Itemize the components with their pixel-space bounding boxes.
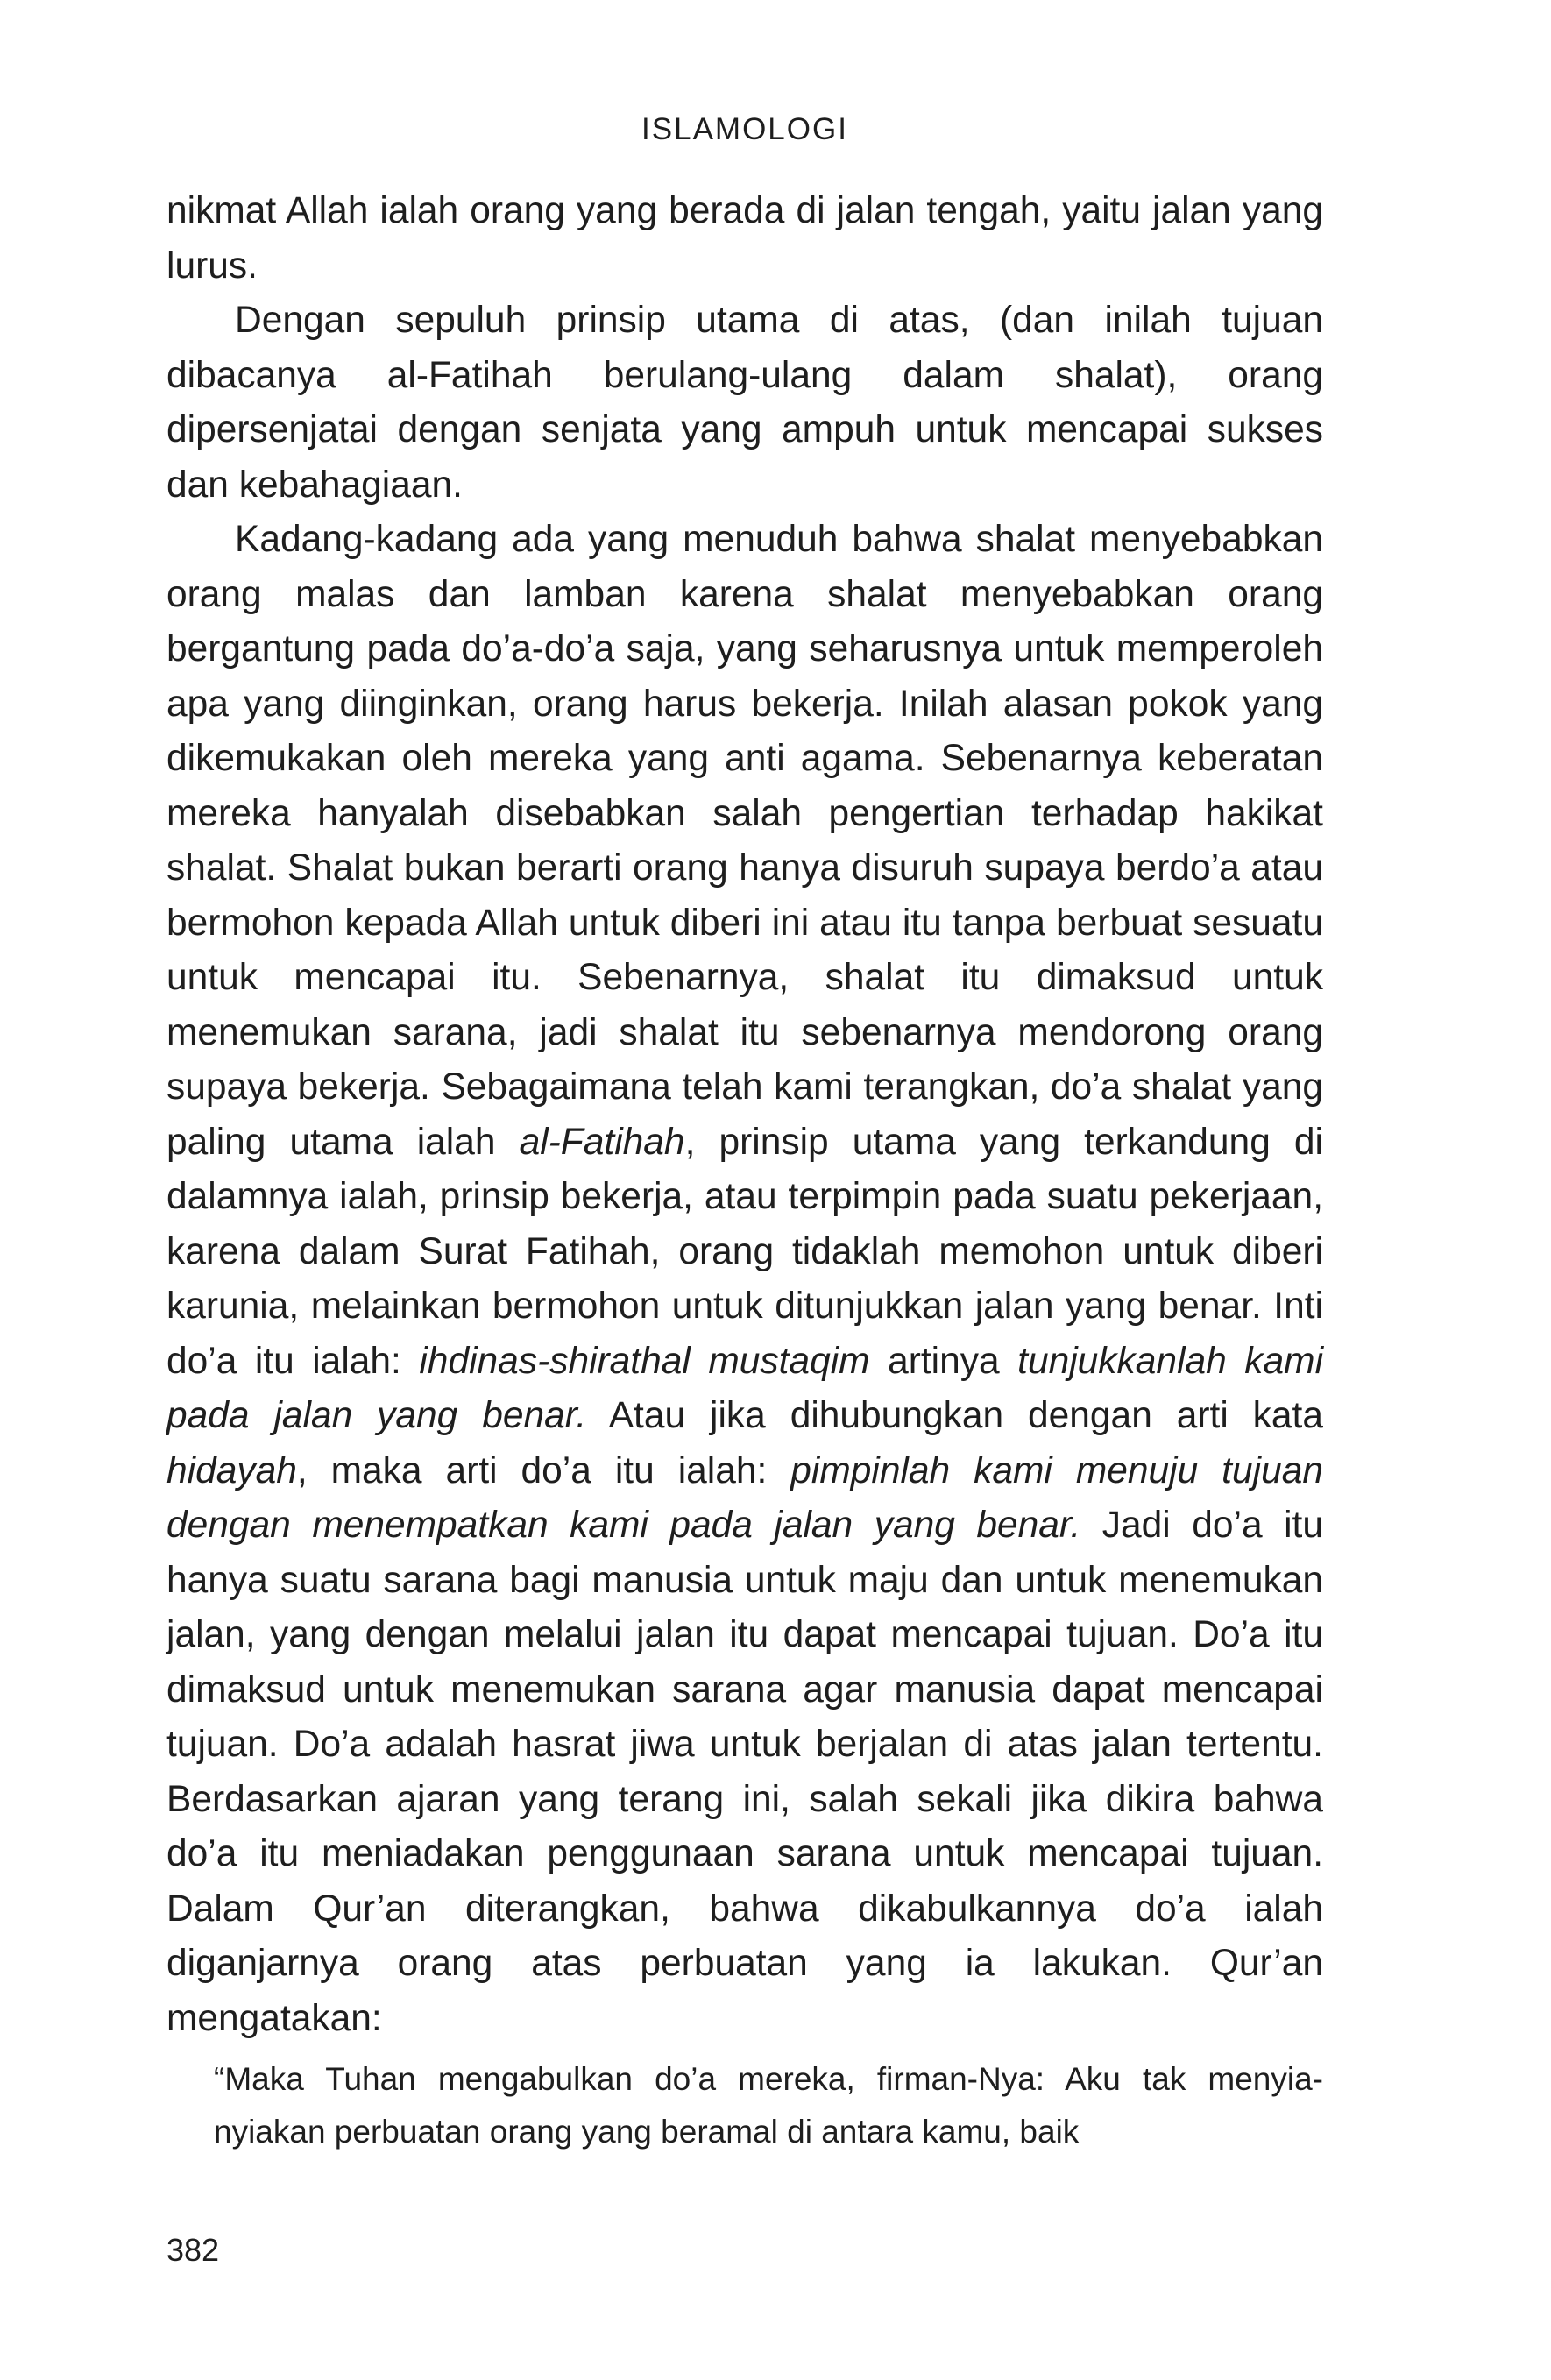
paragraph-3-text-6: Jadi do’a itu hanya suatu sarana bagi manusia untuk maju dan untuk menemukan jalan, yang dengan melalui jalan itu dapat mencapai tujuan. Do’a itu dimaksud untuk menemukan sarana agar manusia dapat mencapai tujuan. Do’a adalah hasrat jiwa untuk berjalan di atas jalan tertentu. Berdasarkan ajaran yang terang ini, salah sekali jika dikira bahwa do’a itu meniadakan penggunaan sarana untuk mencapai tujuan. Dalam Qur’an diterangkan, bahwa dikabulkannya do’a ialah diganjarnya orang atas perbuatan yang ia lakukan. Qur’an mengatakan: [166,1505,1323,2039]
paragraph-3-text-3: artinya [869,1340,1018,1382]
paragraph-3 [166,513,1323,2046]
italic-term-al-fatihah: al-Fatihah [519,1121,685,1163]
paragraph-2: Dengan sepuluh prinsip utama di atas, (dan inilah tujuan dibacanya al-Fatihah berulang-ulang dalam shalat), orang dipersenjatai dengan senjata yang ampuh untuk mencapai sukses dan kebahagiaan. [166,300,1323,506]
paragraph-3-text-4: Atau jika dihubungkan dengan arti kata [586,1395,1324,1436]
running-header: ISLAMOLOGI [641,112,848,146]
block-quote: “Maka Tuhan mengabulkan do’a mereka, firman-Nya: Aku tak menyia-nyiakan perbuatan orang yang beramal di antara kamu, baik [214,2061,1323,2150]
paragraph-3-text-1: Kadang-kadang ada yang menuduh bahwa shalat menyebabkan orang malas dan lamban karena shalat menyebabkan orang bergantung pada do’a-do’a saja, yang seharusnya untuk memperoleh apa yang diinginkan, orang harus bekerja. Inilah alasan pokok yang dikemukakan oleh mereka yang anti agama. Sebenarnya keberatan mereka hanyalah disebabkan salah pengertian terhadap hakikat shalat. Shalat bukan berarti orang hanya disuruh supaya berdo’a atau bermohon kepada Allah untuk diberi ini atau itu tanpa berbuat sesuatu untuk mencapai itu. Sebenarnya, shalat itu dimaksud untuk menemukan sarana, jadi shalat itu sebenarnya mendorong orang supaya bekerja. Sebagaimana telah kami terangkan, do’a shalat yang paling utama ialah [166,519,1323,1163]
paragraph-3-text-5: , maka arti do’a itu ialah: [296,1449,791,1491]
italic-term-ihdinas: ihdinas-shirathal mustaqim [419,1340,870,1382]
page-number: 382 [166,2232,220,2268]
italic-term-hidayah: hidayah [166,1449,297,1491]
page-body [166,184,1323,2158]
paragraph-3-text-2: , prinsip utama yang terkandung di dalamnya ialah, prinsip bekerja, atau terpimpin pada suatu pekerjaan, karena dalam Surat Fatihah, orang tidaklah memohon untuk diberi karunia, melainkan bermohon untuk ditunjukkan jalan yang benar. Inti do’a itu ialah: [166,1121,1323,1382]
italic-translation-2: pimpinlah kami menuju tujuan dengan menempatkan kami pada jalan yang benar. [166,1449,1323,1546]
paragraph-1: nikmat Allah ialah orang yang berada di jalan tengah, yaitu jalan yang lurus. [166,190,1323,287]
italic-translation-1: tunjukkanlah kami pada jalan yang benar. [166,1340,1324,1436]
